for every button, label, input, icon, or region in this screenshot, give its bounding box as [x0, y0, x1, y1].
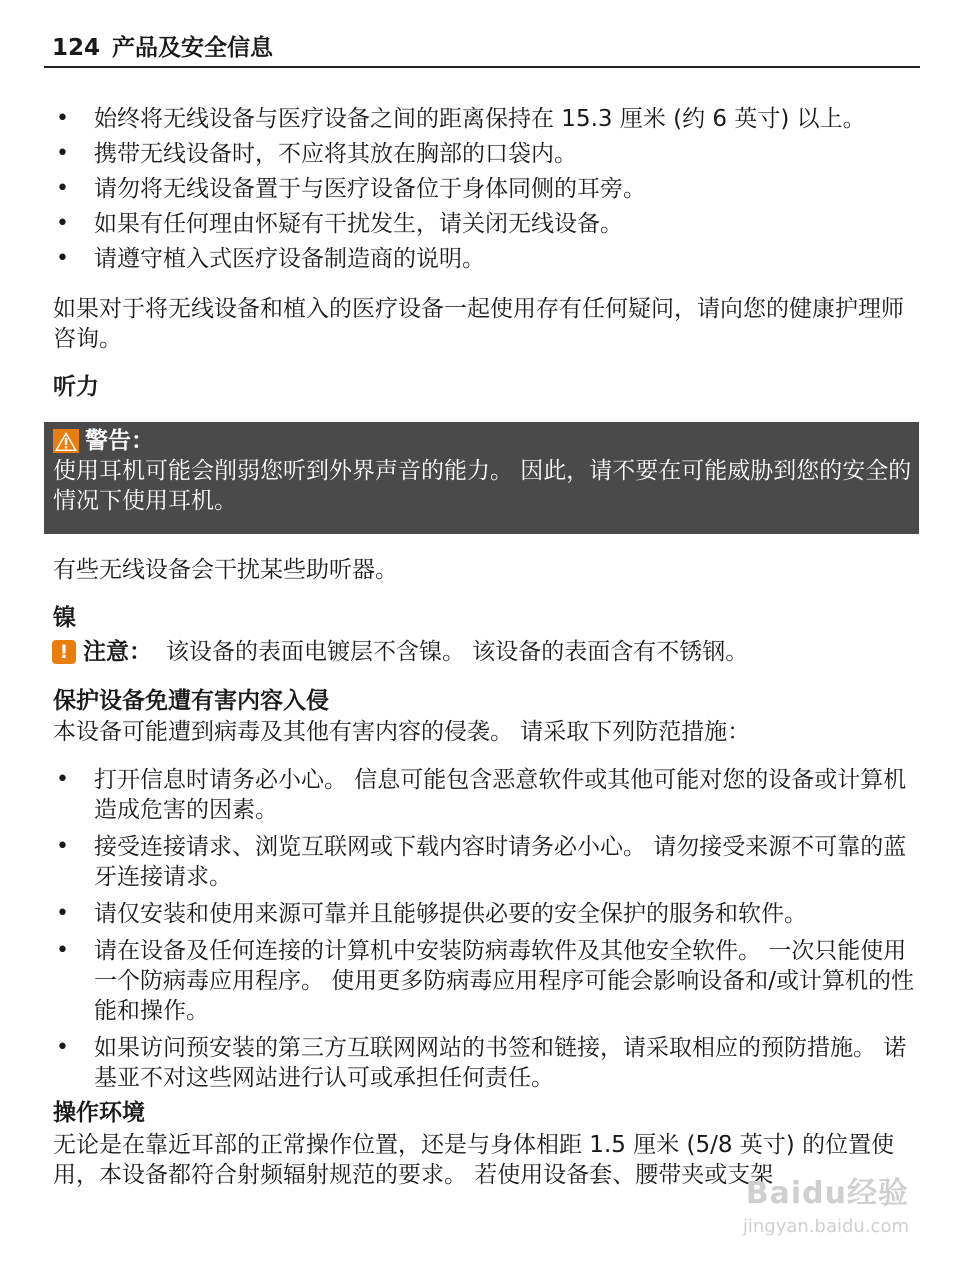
list-item: • 携带无线设备时，不应将其放在胸部的口袋内。 [56, 141, 577, 167]
hearing-aid-note: 有些无线设备会干扰某些助听器。 [53, 557, 398, 583]
list-item: • 请在设备及任何连接的计算机中安装防病毒软件及其他安全软件。 一次只能使用一个防病毒应用程序。 使用更多防病毒应用程序可能会影响设备和/或计算机的性能和操作。 [56, 938, 915, 1024]
bullet: • [56, 176, 69, 201]
bullet: • [56, 767, 69, 792]
environment-heading: 操作环境 [53, 1100, 145, 1126]
baidu-watermark: Baidu经验 [745, 1176, 909, 1211]
protect-intro: 本设备可能遭到病毒及其他有害内容的侵袭。 请采取下列防范措施： [53, 719, 751, 745]
page-title: 产品及安全信息 [112, 35, 274, 61]
bullet: • [56, 141, 69, 166]
bullet: • [56, 106, 69, 131]
hearing-heading: 听力 [53, 374, 99, 400]
bullet: • [56, 938, 69, 963]
note-label: 注意： [83, 639, 152, 665]
list-item: • 请仅安装和使用来源可靠并且能够提供必要的安全保护的服务和软件。 [56, 901, 807, 927]
list-item: • 打开信息时请务必小心。 信息可能包含恶意软件或其他可能对您的设备或计算机造成危害的因素。 [56, 767, 907, 823]
environment-text: 无论是在靠近耳部的正常操作位置，还是与身体相距 1.5 厘米 (5/8 英寸) 的位置使用，本设备都符合射频辐射规范的要求。 若使用设备套、腰带夹或支架 [53, 1132, 895, 1188]
consult-paragraph: 如果对于将无线设备和植入的医疗设备一起使用存有任何疑问，请向您的健康护理师咨询。 [53, 296, 904, 352]
list-item: • 请遵守植入式医疗设备制造商的说明。 [56, 246, 485, 272]
baidu-watermark-url: jingyan.baidu.com [742, 1216, 909, 1237]
list-item: • 如果访问预安装的第三方互联网网站的书签和链接，请采取相应的预防措施。 诺基亚不对这些网站进行认可或承担任何责任。 [56, 1035, 907, 1091]
list-item: • 如果有任何理由怀疑有干扰发生，请关闭无线设备。 [56, 211, 623, 237]
bullet: • [56, 1035, 69, 1060]
protect-measures [53, 765, 915, 1100]
nickel-heading: 镍 [53, 605, 76, 631]
warning-label: 警告： [85, 428, 154, 454]
warning-text: 使用耳机可能会削弱您听到外界声音的能力。 因此，请不要在可能威胁到您的安全的情况下使用耳机。 [53, 458, 912, 514]
bullet: • [56, 834, 69, 859]
bullet-list-2 [53, 765, 915, 1093]
protect-heading: 保护设备免遭有害内容入侵 [53, 688, 329, 714]
implant-precautions [53, 104, 915, 279]
nickel-note [52, 637, 914, 667]
list-item: • 请勿将无线设备置于与医疗设备位于身体同侧的耳旁。 [56, 176, 646, 202]
bullet-list-1 [53, 104, 915, 274]
bullet: • [56, 901, 69, 926]
warning-triangle-icon [53, 429, 79, 453]
caution-icon: ! [52, 640, 76, 664]
bullet: • [56, 246, 69, 271]
note-text: 该设备的表面电镀层不含镍。 该设备的表面含有不锈钢。 [166, 639, 749, 665]
bullet: • [56, 211, 69, 236]
warning-box [44, 422, 919, 534]
page-header [44, 30, 920, 68]
page-number: 124 [52, 35, 101, 61]
list-item: • 接受连接请求、浏览互联网或下载内容时请务必小心。 请勿接受来源不可靠的蓝牙连接请求。 [56, 834, 907, 890]
warning-title [53, 426, 154, 456]
list-item: • 始终将无线设备与医疗设备之间的距离保持在 15.3 厘米 (约 6 英寸) 以上。 [56, 106, 866, 132]
